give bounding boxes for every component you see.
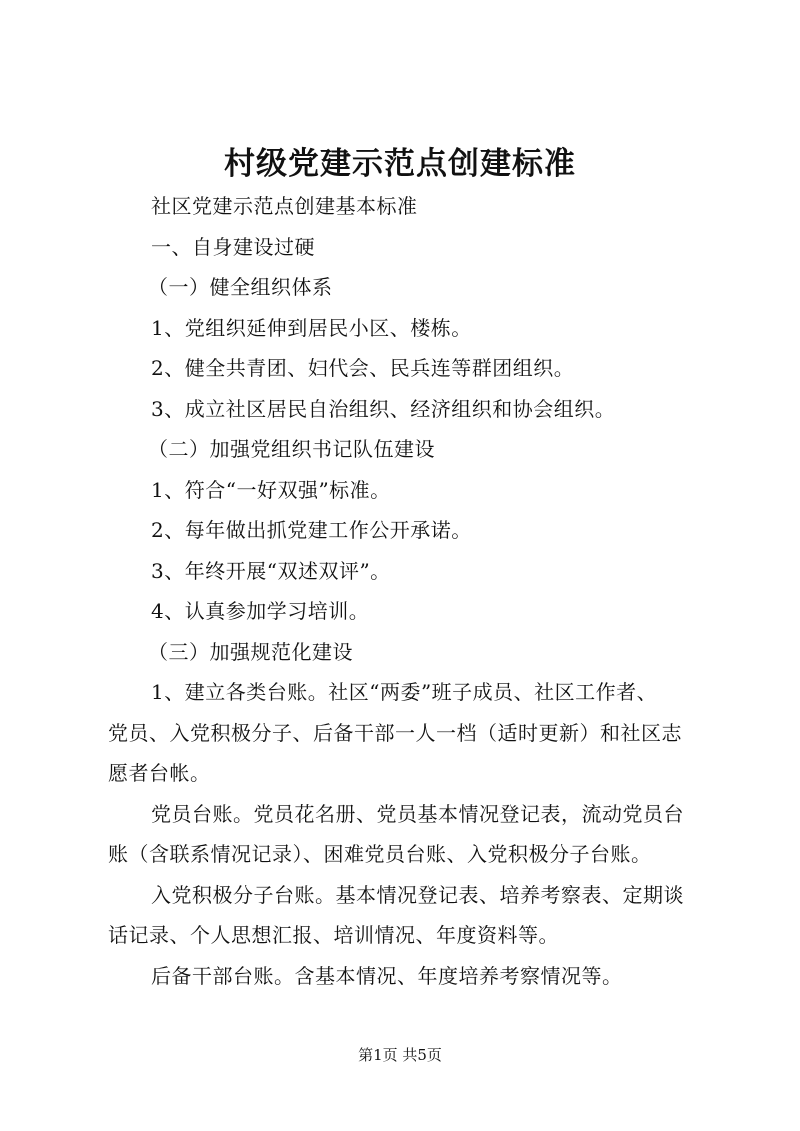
paragraph-subtitle: 社区党建示范点创建基本标准 — [151, 194, 418, 218]
subsection-heading: （三）加强规范化建设 — [148, 639, 353, 664]
paragraph-line: 话记录、个人思想汇报、培训情况、年度资料等。 — [108, 923, 559, 947]
paragraph-line: 后备干部台账。含基本情况、年度培养考察情况等。 — [151, 963, 623, 988]
list-item: 1、党组织延伸到居民小区、楼栋。 — [151, 315, 472, 340]
paragraph-line: 账（含联系情况记录）、困难党员台账、入党积极分子台账。 — [108, 842, 652, 866]
paragraph-line: 党员、入党积极分子、后备干部一人一档（适时更新）和社区志 — [108, 720, 682, 745]
subsection-heading: （一）健全组织体系 — [148, 275, 333, 299]
paragraph-line: 入党积极分子台账。基本情况登记表、培养考察表、定期谈 — [151, 882, 684, 907]
list-item: 3、年终开展“双述双评”。 — [151, 558, 391, 583]
subsection-heading: （二）加强党组织书记队伍建设 — [148, 437, 435, 461]
document-body — [108, 186, 708, 996]
paragraph-line: 党员台账。党员花名册、党员基本情况登记表，流动党员台 — [151, 801, 684, 826]
list-item: 1、符合“一好双强”标准。 — [151, 477, 391, 502]
list-item: 4、认真参加学习培训。 — [151, 599, 370, 623]
paragraph-line: 1、建立各类台账。社区“两委”班子成员、社区工作者、 — [151, 680, 658, 704]
document-title: 村级党建示范点创建标准 — [224, 146, 576, 182]
list-item: 2、每年做出抓党建工作公开承诺。 — [151, 518, 472, 542]
list-item: 3、成立社区居民自治组织、经济组织和协会组织。 — [151, 396, 616, 421]
paragraph-line: 愿者台帐。 — [108, 761, 211, 785]
page-number-footer: 第1页 共5页 — [358, 1046, 442, 1064]
section-heading: 一、自身建设过硬 — [151, 234, 315, 259]
list-item: 2、健全共青团、妇代会、民兵连等群团组织。 — [151, 356, 575, 380]
